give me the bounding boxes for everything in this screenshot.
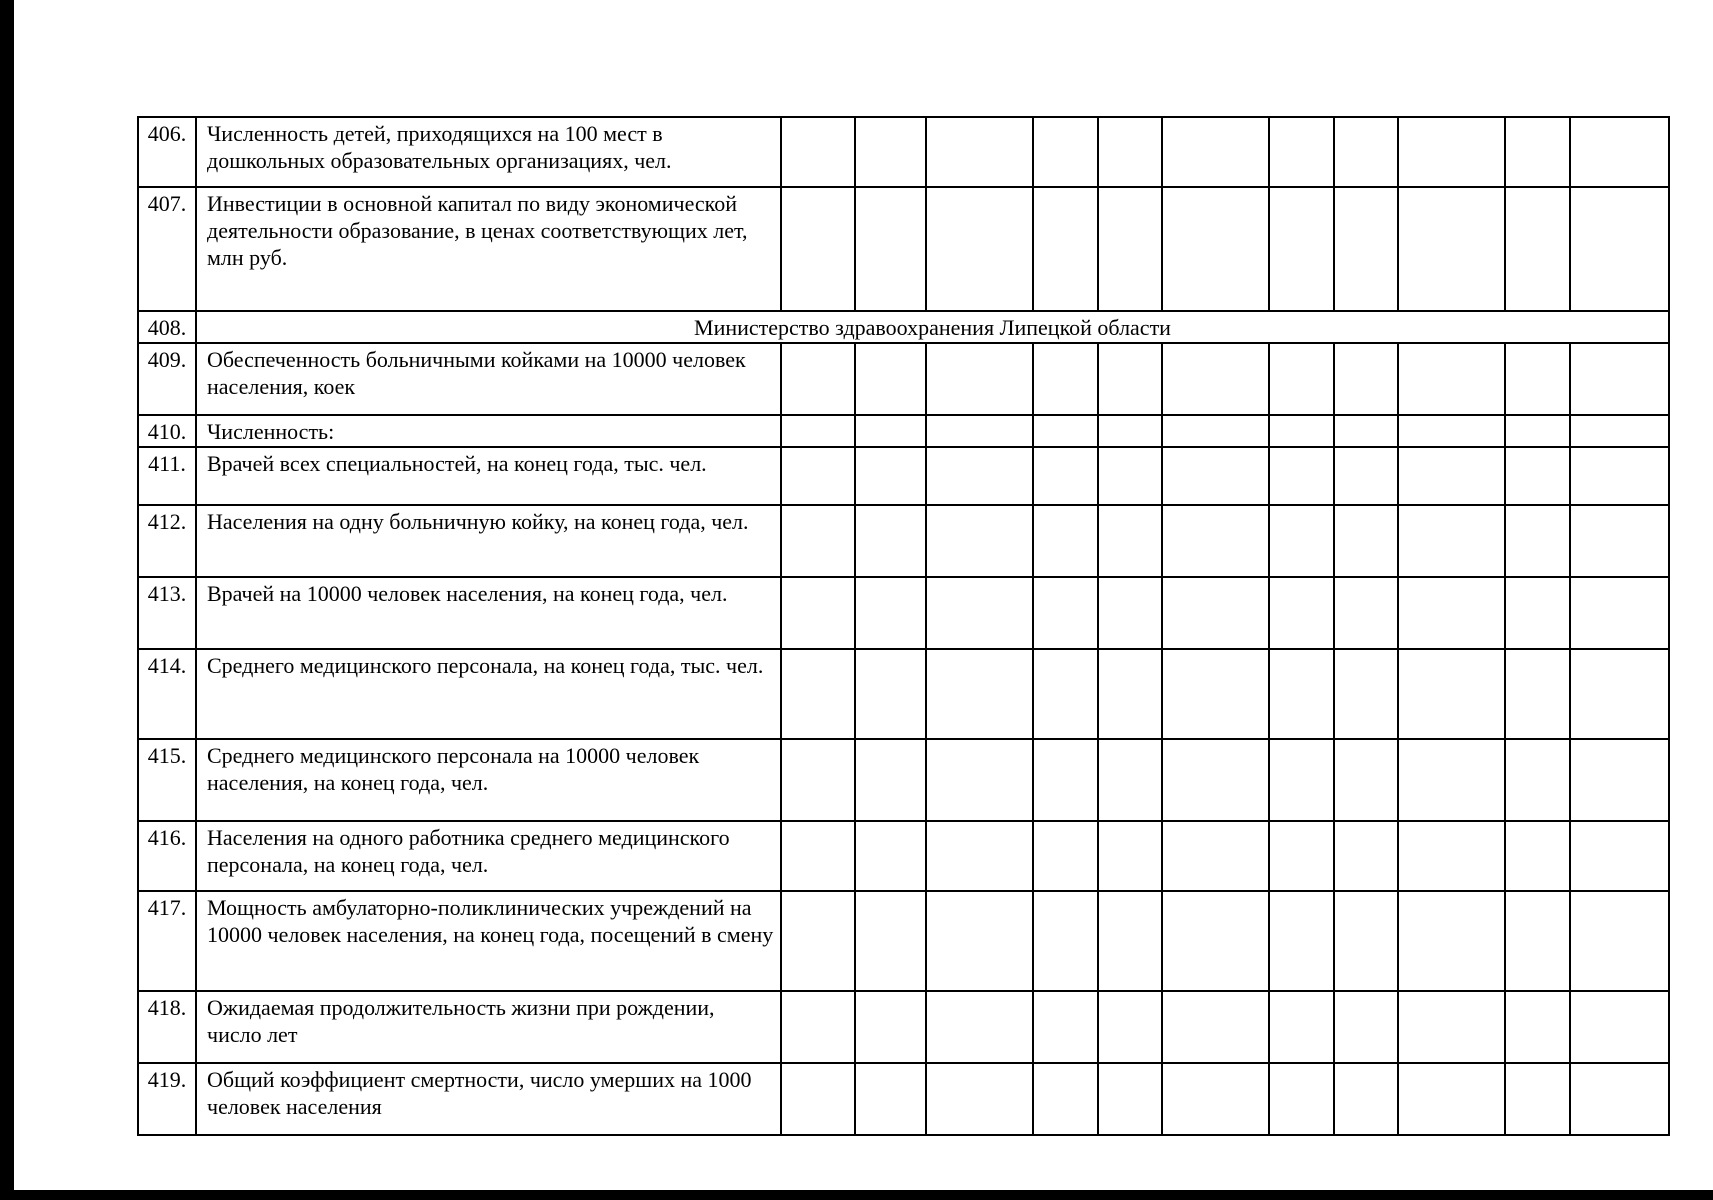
value-cell — [855, 821, 926, 891]
row-number: 406. — [138, 117, 196, 187]
value-cell — [1398, 117, 1505, 187]
value-cell — [1269, 739, 1334, 821]
value-cell — [1570, 447, 1669, 505]
value-cell — [781, 343, 855, 415]
table-row — [138, 821, 1669, 891]
value-cell — [1398, 891, 1505, 991]
value-cell — [1033, 821, 1098, 891]
value-cell — [1505, 117, 1570, 187]
value-cell — [1334, 649, 1398, 739]
value-cell — [1033, 343, 1098, 415]
value-cell — [1570, 415, 1669, 447]
value-cell — [1334, 343, 1398, 415]
value-cell — [1098, 577, 1162, 649]
value-cell — [855, 1063, 926, 1135]
value-cell — [1570, 991, 1669, 1063]
value-cell — [781, 577, 855, 649]
value-cell — [1570, 1063, 1669, 1135]
value-cell — [781, 117, 855, 187]
value-cell — [781, 415, 855, 447]
indicator-name: Врачей на 10000 человек населения, на конец года, чел. — [196, 577, 781, 649]
value-cell — [1570, 739, 1669, 821]
value-cell — [1398, 739, 1505, 821]
value-cell — [1098, 117, 1162, 187]
table-row — [138, 649, 1669, 739]
value-cell — [1570, 343, 1669, 415]
table-row — [138, 891, 1669, 991]
value-cell — [1334, 739, 1398, 821]
table-row — [138, 187, 1669, 311]
row-number: 408. — [138, 311, 196, 343]
value-cell — [1162, 187, 1269, 311]
value-cell — [1505, 1063, 1570, 1135]
value-cell — [1269, 1063, 1334, 1135]
value-cell — [781, 821, 855, 891]
value-cell — [926, 1063, 1033, 1135]
value-cell — [1505, 577, 1570, 649]
value-cell — [1334, 577, 1398, 649]
value-cell — [855, 577, 926, 649]
row-number: 409. — [138, 343, 196, 415]
row-number: 415. — [138, 739, 196, 821]
value-cell — [1098, 649, 1162, 739]
value-cell — [1570, 649, 1669, 739]
row-number: 411. — [138, 447, 196, 505]
table-row — [138, 505, 1669, 577]
value-cell — [1398, 343, 1505, 415]
row-number: 418. — [138, 991, 196, 1063]
value-cell — [781, 187, 855, 311]
value-cell — [1269, 447, 1334, 505]
value-cell — [1098, 1063, 1162, 1135]
value-cell — [1398, 505, 1505, 577]
value-cell — [1162, 821, 1269, 891]
value-cell — [1334, 415, 1398, 447]
value-cell — [1162, 505, 1269, 577]
value-cell — [855, 505, 926, 577]
value-cell — [1162, 649, 1269, 739]
indicator-name: Общий коэффициент смертности, число умерших на 1000 человек населения — [196, 1063, 781, 1135]
value-cell — [855, 343, 926, 415]
value-cell — [1505, 343, 1570, 415]
scan-bottom-border — [0, 1190, 1713, 1200]
table-row — [138, 991, 1669, 1063]
value-cell — [1505, 447, 1570, 505]
value-cell — [1334, 1063, 1398, 1135]
indicator-name: Населения на одного работника среднего медицинского персонала, на конец года, чел. — [196, 821, 781, 891]
value-cell — [1033, 117, 1098, 187]
value-cell — [1398, 1063, 1505, 1135]
table-row — [138, 577, 1669, 649]
value-cell — [926, 415, 1033, 447]
value-cell — [1398, 991, 1505, 1063]
indicators-table-body — [138, 117, 1669, 1135]
value-cell — [1098, 505, 1162, 577]
value-cell — [1570, 187, 1669, 311]
value-cell — [1098, 891, 1162, 991]
value-cell — [1570, 505, 1669, 577]
value-cell — [1334, 891, 1398, 991]
indicator-name: Среднего медицинского персонала, на конец года, тыс. чел. — [196, 649, 781, 739]
table-row — [138, 1063, 1669, 1135]
indicator-name: Обеспеченность больничными койками на 10000 человек населения, коек — [196, 343, 781, 415]
value-cell — [1570, 821, 1669, 891]
value-cell — [1162, 739, 1269, 821]
value-cell — [1398, 187, 1505, 311]
value-cell — [1269, 991, 1334, 1063]
table-row — [138, 739, 1669, 821]
value-cell — [1334, 447, 1398, 505]
value-cell — [1334, 187, 1398, 311]
indicators-table — [137, 116, 1670, 1136]
value-cell — [855, 739, 926, 821]
value-cell — [1162, 447, 1269, 505]
value-cell — [781, 739, 855, 821]
value-cell — [1269, 649, 1334, 739]
value-cell — [926, 577, 1033, 649]
indicator-name: Ожидаемая продолжительность жизни при рождении, число лет — [196, 991, 781, 1063]
indicator-name: Врачей всех специальностей, на конец года, тыс. чел. — [196, 447, 781, 505]
value-cell — [926, 447, 1033, 505]
value-cell — [1505, 415, 1570, 447]
value-cell — [1505, 505, 1570, 577]
value-cell — [1334, 505, 1398, 577]
value-cell — [926, 821, 1033, 891]
value-cell — [1033, 991, 1098, 1063]
value-cell — [1162, 577, 1269, 649]
row-number: 419. — [138, 1063, 196, 1135]
value-cell — [1162, 991, 1269, 1063]
value-cell — [1334, 821, 1398, 891]
value-cell — [1269, 505, 1334, 577]
table-row — [138, 447, 1669, 505]
value-cell — [1505, 821, 1570, 891]
value-cell — [1505, 187, 1570, 311]
value-cell — [1269, 891, 1334, 991]
row-number: 412. — [138, 505, 196, 577]
value-cell — [1505, 649, 1570, 739]
value-cell — [1398, 577, 1505, 649]
value-cell — [781, 649, 855, 739]
value-cell — [1098, 739, 1162, 821]
value-cell — [1269, 821, 1334, 891]
table-row — [138, 343, 1669, 415]
row-number: 407. — [138, 187, 196, 311]
table-row — [138, 415, 1669, 447]
value-cell — [781, 505, 855, 577]
value-cell — [926, 739, 1033, 821]
value-cell — [1033, 891, 1098, 991]
value-cell — [1033, 739, 1098, 821]
value-cell — [855, 187, 926, 311]
value-cell — [1033, 415, 1098, 447]
indicator-name: Инвестиции в основной капитал по виду экономической деятельности образование, в ценах соответствующих лет, млн руб. — [196, 187, 781, 311]
value-cell — [855, 991, 926, 1063]
value-cell — [855, 649, 926, 739]
indicator-name: Численность детей, приходящихся на 100 мест в дошкольных образовательных организациях, чел. — [196, 117, 781, 187]
value-cell — [1398, 447, 1505, 505]
value-cell — [781, 891, 855, 991]
value-cell — [926, 649, 1033, 739]
value-cell — [1162, 415, 1269, 447]
value-cell — [1269, 187, 1334, 311]
value-cell — [1505, 891, 1570, 991]
value-cell — [1269, 415, 1334, 447]
value-cell — [781, 991, 855, 1063]
value-cell — [1033, 187, 1098, 311]
value-cell — [1098, 415, 1162, 447]
value-cell — [1162, 1063, 1269, 1135]
value-cell — [1269, 343, 1334, 415]
indicator-name: Мощность амбулаторно-поликлинических учреждений на 10000 человек населения, на конец года, посещений в смену — [196, 891, 781, 991]
value-cell — [1398, 649, 1505, 739]
value-cell — [926, 343, 1033, 415]
value-cell — [1098, 343, 1162, 415]
value-cell — [1162, 117, 1269, 187]
value-cell — [1505, 991, 1570, 1063]
section-row — [138, 311, 1669, 343]
value-cell — [1570, 891, 1669, 991]
value-cell — [1570, 577, 1669, 649]
value-cell — [1098, 821, 1162, 891]
value-cell — [926, 187, 1033, 311]
value-cell — [1033, 1063, 1098, 1135]
value-cell — [1269, 117, 1334, 187]
value-cell — [781, 447, 855, 505]
table-row — [138, 117, 1669, 187]
value-cell — [1033, 447, 1098, 505]
value-cell — [926, 891, 1033, 991]
value-cell — [1505, 739, 1570, 821]
value-cell — [1398, 821, 1505, 891]
value-cell — [855, 117, 926, 187]
scan-left-border — [0, 0, 14, 1200]
indicator-name: Населения на одну больничную койку, на конец года, чел. — [196, 505, 781, 577]
value-cell — [1398, 415, 1505, 447]
row-number: 413. — [138, 577, 196, 649]
value-cell — [855, 891, 926, 991]
value-cell — [1033, 649, 1098, 739]
value-cell — [926, 117, 1033, 187]
value-cell — [1098, 187, 1162, 311]
value-cell — [1570, 117, 1669, 187]
value-cell — [781, 1063, 855, 1135]
indicator-name: Среднего медицинского персонала на 10000 человек населения, на конец года, чел. — [196, 739, 781, 821]
value-cell — [855, 447, 926, 505]
value-cell — [1098, 991, 1162, 1063]
row-number: 410. — [138, 415, 196, 447]
value-cell — [1033, 577, 1098, 649]
value-cell — [926, 991, 1033, 1063]
row-number: 417. — [138, 891, 196, 991]
section-title: Министерство здравоохранения Липецкой области — [196, 311, 1669, 343]
value-cell — [1162, 891, 1269, 991]
value-cell — [926, 505, 1033, 577]
value-cell — [1334, 991, 1398, 1063]
value-cell — [1334, 117, 1398, 187]
value-cell — [1033, 505, 1098, 577]
value-cell — [1269, 577, 1334, 649]
row-number: 414. — [138, 649, 196, 739]
value-cell — [1098, 447, 1162, 505]
value-cell — [855, 415, 926, 447]
row-number: 416. — [138, 821, 196, 891]
value-cell — [1162, 343, 1269, 415]
indicator-name: Численность: — [196, 415, 781, 447]
